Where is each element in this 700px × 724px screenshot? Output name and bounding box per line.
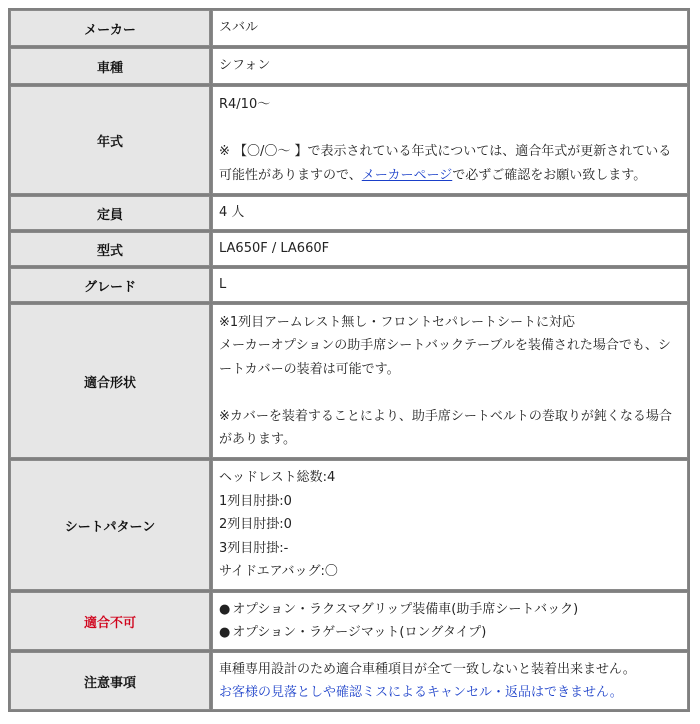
value-fit-shape: [212, 304, 688, 458]
value-type: LA650F / LA660F: [212, 232, 688, 266]
label-year: 年式: [10, 86, 210, 194]
label-incompatible: 適合不可: [10, 592, 210, 650]
seat-pattern-line: サイドエアバッグ:〇: [219, 564, 338, 580]
seat-pattern-line: 2列目肘掛:0: [219, 517, 292, 533]
notes-line-1: 車種専用設計のため適合車種項目が全て一致しないと装着出来ません。: [219, 661, 636, 677]
label-fit-shape: 適合形状: [10, 304, 210, 458]
vehicle-spec-table: [8, 8, 690, 712]
maker-page-link[interactable]: メーカーページ: [361, 167, 453, 183]
seat-pattern-line: ヘッドレスト総数:4: [219, 470, 336, 486]
row-type: [10, 232, 688, 266]
seat-pattern-line: 3列目肘掛:-: [219, 540, 289, 556]
value-grade: L: [212, 268, 688, 302]
value-maker: スバル: [212, 10, 688, 46]
row-capacity: [10, 196, 688, 230]
bullet-icon: ●: [219, 625, 231, 640]
fit-shape-line-2: メーカーオプションの助手席シートバックテーブルを装備された場合でも、シートカバーの装着は可能です。: [219, 338, 671, 377]
year-note-suffix: で必ずご確認をお願い致します。: [452, 167, 647, 183]
fit-shape-line-3: ※カバーを装着することにより、助手席シートベルトの巻取りが鈍くなる場合があります。: [219, 408, 672, 447]
label-notes: 注意事項: [10, 652, 210, 710]
value-capacity: 4 人: [212, 196, 688, 230]
year-note-prefix: ※ 【〇/〇～ 】で表示されている年式については、適合年式が更新されている可能性がありますので、: [219, 144, 672, 183]
row-model: [10, 48, 688, 84]
value-incompatible: [212, 592, 688, 650]
label-capacity: 定員: [10, 196, 210, 230]
value-year: [212, 86, 688, 194]
row-year: [10, 86, 688, 194]
row-incompatible: [10, 592, 688, 650]
value-model: シフォン: [212, 48, 688, 84]
seat-pattern-line: 1列目肘掛:0: [219, 493, 292, 509]
label-type: 型式: [10, 232, 210, 266]
incompatible-item-text: オプション・ラクスマグリップ装備車(助手席シートバック): [232, 601, 579, 617]
row-maker: [10, 10, 688, 46]
label-model: 車種: [10, 48, 210, 84]
label-grade: グレード: [10, 268, 210, 302]
row-notes: [10, 652, 688, 710]
fit-shape-line-1: ※1列目アームレスト無し・フロントセパレートシートに対応: [219, 314, 575, 330]
incompatible-item-text: オプション・ラゲージマット(ロングタイプ): [232, 625, 487, 640]
row-fit-shape: [10, 304, 688, 458]
spacer: [219, 117, 681, 141]
row-grade: [10, 268, 688, 302]
label-maker: メーカー: [10, 10, 210, 46]
row-seat-pattern: [10, 460, 688, 590]
value-seat-pattern: [212, 460, 688, 590]
incompatible-item: [219, 598, 681, 622]
spacer: [219, 381, 681, 405]
year-note: [219, 140, 681, 187]
incompatible-item: [219, 621, 681, 645]
notes-line-2: お客様の見落としや確認ミスによるキャンセル・返品はできません。: [219, 685, 623, 700]
label-seat-pattern: シートパターン: [10, 460, 210, 590]
bullet-icon: ●: [219, 601, 231, 617]
value-notes: [212, 652, 688, 710]
year-value: R4/10～: [219, 97, 271, 112]
